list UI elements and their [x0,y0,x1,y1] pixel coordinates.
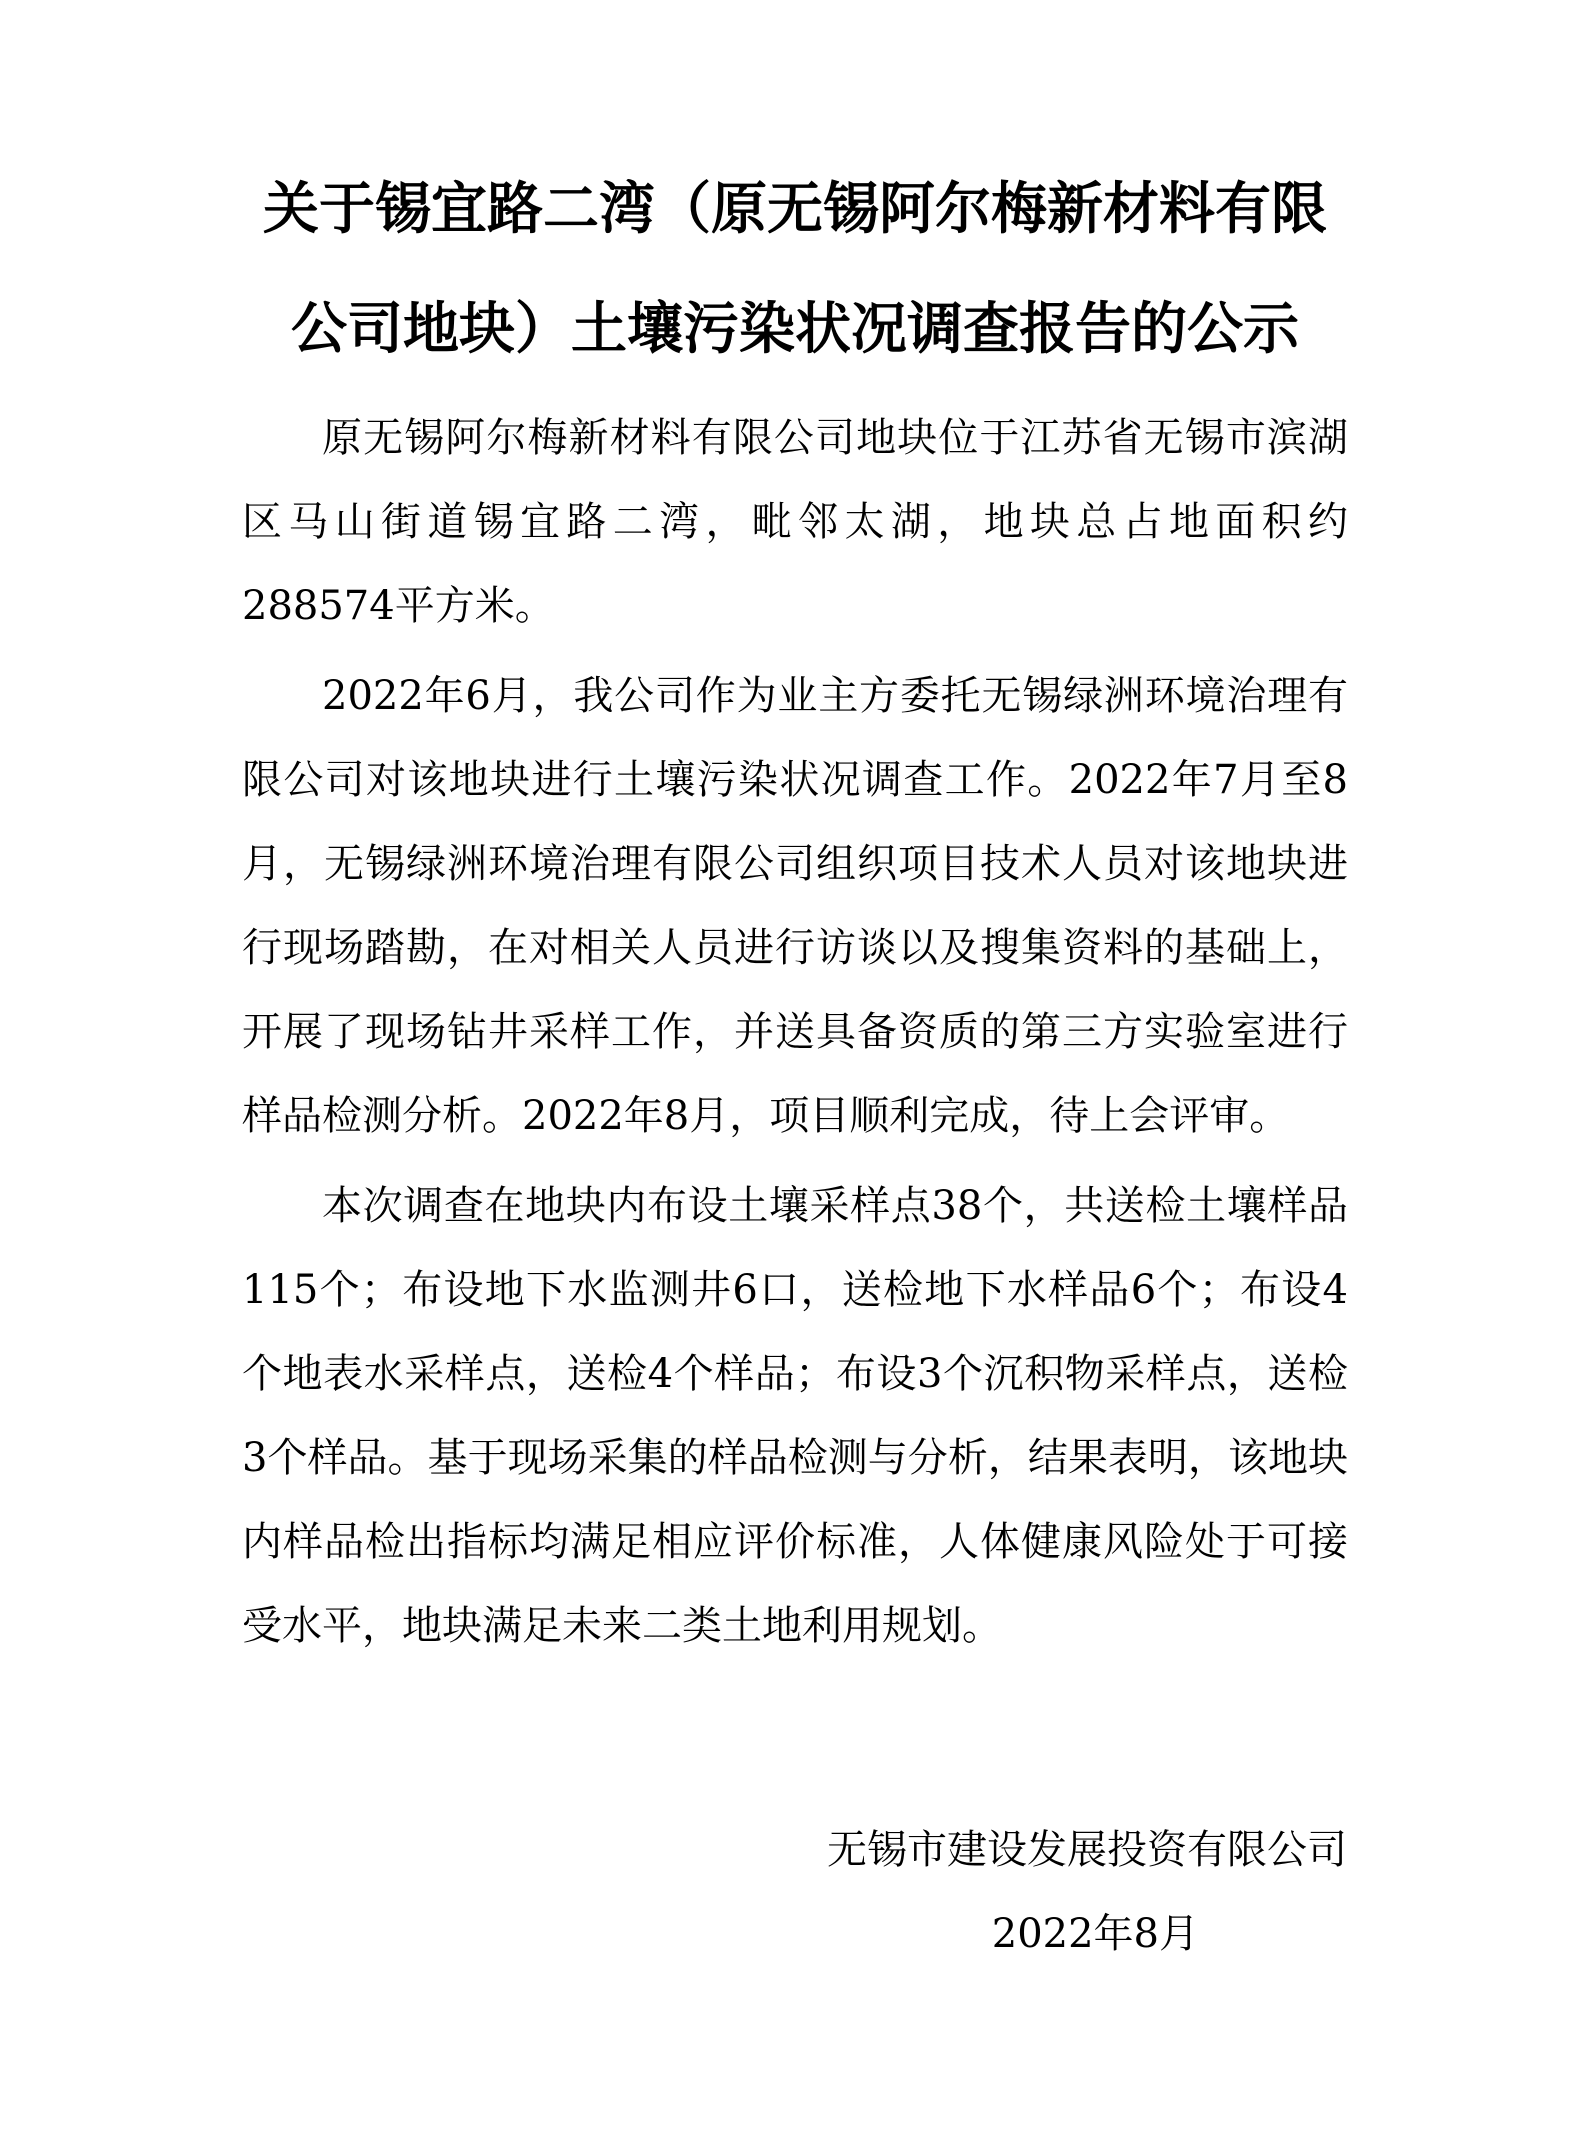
document-title-line-1: 关于锡宜路二湾（原无锡阿尔梅新材料有限 [263,177,1327,242]
document-title-line-2: 公司地块）土壤污染状况调查报告的公示 [291,297,1299,362]
signature-date: 2022年8月 [991,1911,1199,1957]
paragraph-location: 原无锡阿尔梅新材料有限公司地块位于江苏省无锡市滨湖区马山街道锡宜路二湾，毗邻太湖，地块总占地面积约288574平方米。 [242,415,1348,629]
document-page [242,150,1348,1668]
paragraph-investigation: 2022年6月，我公司作为业主方委托无锡绿洲环境治理有限公司对该地块进行土壤污染状况调查工作。2022年7月至8月，无锡绿洲环境治理有限公司组织项目技术人员对该地块进行现场踏勘，在对相关人员进行访谈以及搜集资料的基础上，开展了现场钻井采样工作，并送具备资质的第三方实验室进行样品检测分析。2022年8月，项目顺利完成，待上会评审。 [242,673,1348,1139]
signature-company: 无锡市建设发展投资有限公司 [827,1827,1347,1873]
paragraph-results: 本次调查在地块内布设土壤采样点38个，共送检土壤样品115个；布设地下水监测井6口，送检地下水样品6个；布设4个地表水采样点，送检4个样品；布设3个沉积物采样点，送检3个样品。基于现场采集的样品检测与分析，结果表明，该地块内样品检出指标均满足相应评价标准，人体健康风险处于可接受水平，地块满足未来二类土地利用规划。 [242,1183,1348,1649]
